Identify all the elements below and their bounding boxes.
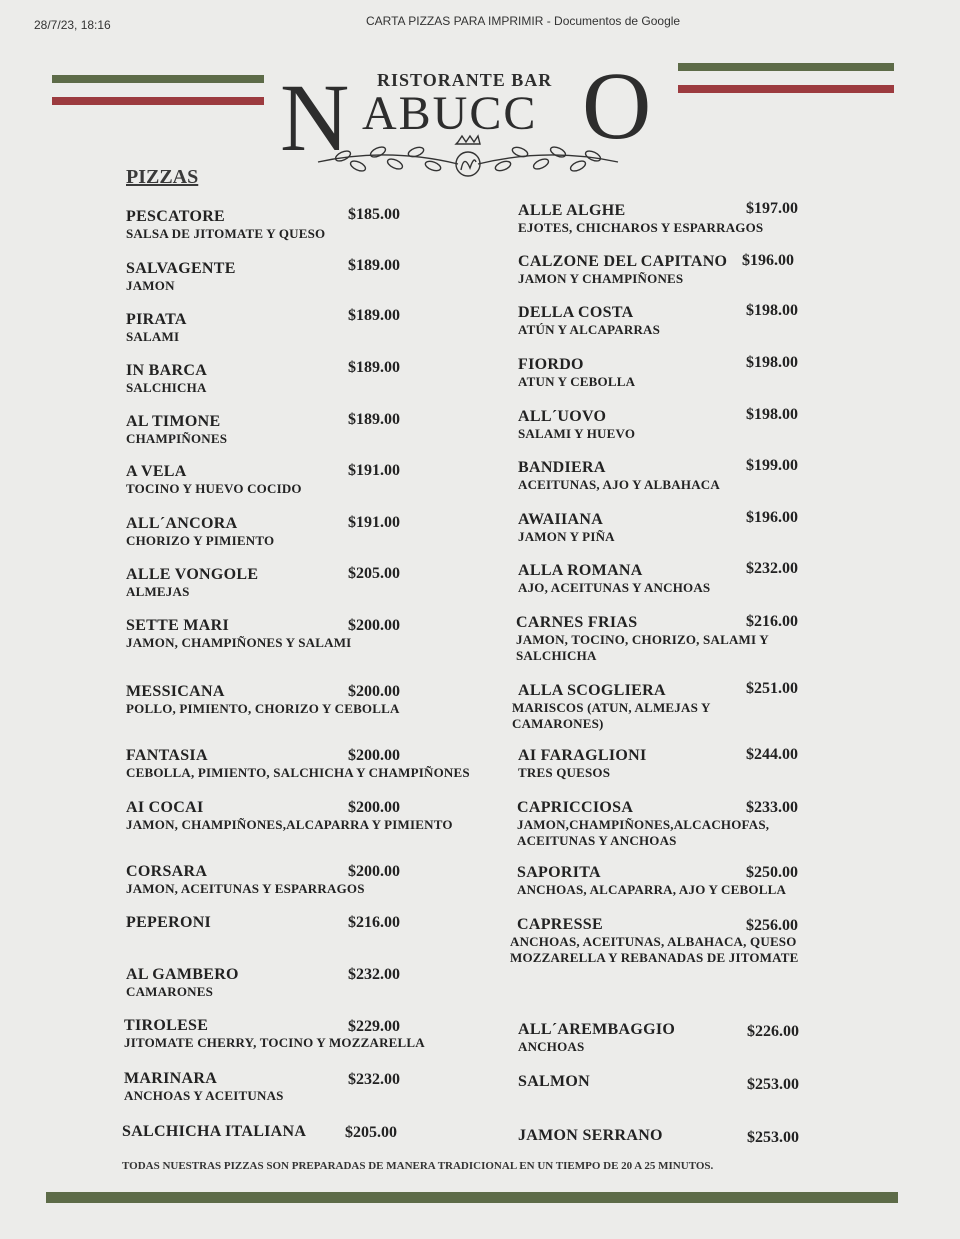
menu-item bbox=[512, 682, 752, 732]
menu-item bbox=[126, 362, 207, 396]
menu-item-name: PIRATA bbox=[126, 311, 187, 328]
menu-item-name: A VELA bbox=[126, 463, 187, 480]
menu-item-price: $198.00 bbox=[746, 302, 798, 319]
menu-item bbox=[126, 515, 274, 549]
laurel-crown-icon bbox=[298, 132, 638, 192]
menu-item-desc: ATÚN Y ALCAPARRAS bbox=[518, 322, 661, 337]
menu-item bbox=[126, 566, 258, 600]
menu-item-price: $229.00 bbox=[348, 1018, 400, 1035]
menu-item-name: AL GAMBERO bbox=[126, 966, 239, 983]
menu-item-price: $253.00 bbox=[747, 1076, 799, 1093]
menu-item-desc: ATUN Y CEBOLLA bbox=[518, 374, 636, 389]
logo-middle-letters: ABUCC bbox=[362, 87, 538, 140]
menu-item bbox=[126, 260, 236, 294]
menu-item-name: MARINARA bbox=[124, 1070, 218, 1087]
stripe-top-right-green bbox=[678, 63, 894, 71]
menu-item-price: $191.00 bbox=[348, 462, 400, 479]
menu-item-price: $197.00 bbox=[746, 200, 798, 217]
menu-item bbox=[516, 614, 776, 664]
menu-item-price: $191.00 bbox=[348, 514, 400, 531]
menu-item-desc: TRES QUESOS bbox=[518, 765, 611, 780]
menu-item-desc: JAMON Y PIÑA bbox=[518, 529, 615, 544]
menu-item-desc: ACEITUNAS, AJO Y ALBAHACA bbox=[518, 477, 720, 492]
menu-item-desc: SALCHICHA bbox=[126, 380, 207, 395]
stripe-top-right-red bbox=[678, 85, 894, 93]
logo-letter-n: N bbox=[280, 64, 350, 171]
menu-item-name: ALL´AREMBAGGIO bbox=[518, 1021, 676, 1038]
stripe-bottom-green bbox=[46, 1192, 898, 1203]
menu-item bbox=[518, 1127, 663, 1145]
menu-item bbox=[518, 562, 710, 596]
menu-item-price: $205.00 bbox=[345, 1124, 397, 1141]
menu-item bbox=[518, 1021, 675, 1055]
menu-item-name: SAPORITA bbox=[517, 864, 601, 881]
print-date: 28/7/23, 18:16 bbox=[34, 18, 111, 32]
menu-item-desc: MARISCOS (ATUN, ALMEJAS Y CAMARONES) bbox=[512, 700, 711, 731]
menu-item-name: SETTE MARI bbox=[126, 617, 230, 634]
menu-item-desc: CAMARONES bbox=[126, 984, 214, 999]
logo-subtitle: RISTORANTE BAR bbox=[377, 70, 553, 90]
menu-item-desc: CHAMPIÑONES bbox=[126, 431, 228, 446]
menu-item-price: $233.00 bbox=[746, 799, 798, 816]
menu-item-desc: EJOTES, CHICHAROS Y ESPARRAGOS bbox=[518, 220, 764, 235]
menu-item-price: $232.00 bbox=[348, 966, 400, 983]
section-title-pizzas: PIZZAS bbox=[126, 166, 199, 188]
menu-item-desc: ALMEJAS bbox=[126, 584, 190, 599]
menu-item-price: $216.00 bbox=[348, 914, 400, 931]
menu-item-price: $189.00 bbox=[348, 359, 400, 376]
menu-item-price: $205.00 bbox=[348, 565, 400, 582]
menu-item-desc: JITOMATE CHERRY, TOCINO Y MOZZARELLA bbox=[124, 1035, 425, 1050]
menu-item bbox=[126, 747, 470, 781]
menu-item-desc: JAMON, TOCINO, CHORIZO, SALAMI Y SALCHICHA bbox=[516, 632, 769, 663]
menu-item-desc: CEBOLLA, PIMIENTO, SALCHICHA Y CHAMPIÑONES bbox=[126, 765, 470, 780]
menu-item-name: CAPRICCIOSA bbox=[517, 799, 634, 816]
menu-item bbox=[126, 617, 351, 651]
menu-item-name: FIORDO bbox=[518, 356, 584, 373]
menu-item-desc: JAMON, ACEITUNAS Y ESPARRAGOS bbox=[126, 881, 365, 896]
menu-item-name: IN BARCA bbox=[126, 362, 208, 379]
menu-item-name: FANTASIA bbox=[126, 747, 208, 764]
menu-item-name: MESSICANA bbox=[126, 683, 225, 700]
menu-item-desc: SALSA DE JITOMATE Y QUESO bbox=[126, 226, 326, 241]
menu-item-name: ALL´UOVO bbox=[518, 408, 607, 425]
menu-item bbox=[518, 511, 615, 545]
menu-item-desc: TOCINO Y HUEVO COCIDO bbox=[126, 481, 302, 496]
menu-item bbox=[126, 311, 187, 345]
menu-item-desc: JAMON bbox=[126, 278, 175, 293]
menu-item-price: $244.00 bbox=[746, 746, 798, 763]
menu-item-name: PEPERONI bbox=[126, 914, 212, 931]
menu-item-name: PESCATORE bbox=[126, 208, 226, 225]
menu-item bbox=[126, 914, 211, 932]
menu-item-name: ALLE VONGOLE bbox=[126, 566, 259, 583]
menu-item-name: AI COCAI bbox=[126, 799, 204, 816]
menu-item-price: $200.00 bbox=[348, 863, 400, 880]
menu-item-price: $196.00 bbox=[746, 509, 798, 526]
menu-item-desc: ANCHOAS bbox=[518, 1039, 585, 1054]
menu-item-price: $185.00 bbox=[348, 206, 400, 223]
menu-item-price: $198.00 bbox=[746, 354, 798, 371]
menu-item bbox=[518, 1073, 590, 1091]
menu-item-name: CALZONE DEL CAPITANO bbox=[518, 253, 728, 270]
menu-item-name: ALL´ANCORA bbox=[126, 515, 238, 532]
menu-item-price: $251.00 bbox=[746, 680, 798, 697]
menu-item bbox=[518, 356, 635, 390]
menu-item bbox=[518, 202, 763, 236]
menu-item bbox=[126, 863, 365, 897]
menu-item-name: CARNES FRIAS bbox=[516, 614, 638, 631]
logo-letter-o: O bbox=[582, 52, 652, 159]
menu-item-desc: JAMON, CHAMPIÑONES Y SALAMI bbox=[126, 635, 352, 650]
stripe-top-left-green bbox=[52, 75, 264, 83]
menu-item bbox=[518, 747, 647, 781]
document-title: CARTA PIZZAS PARA IMPRIMIR - Documentos de Google bbox=[366, 14, 681, 28]
menu-item-name: JAMON SERRANO bbox=[518, 1127, 663, 1144]
preparation-note: TODAS NUESTRAS PIZZAS SON PREPARADAS DE MANERA TRADICIONAL EN UN TIEMPO DE 20 A 25 MINUTOS. bbox=[122, 1160, 714, 1172]
menu-item-name: SALVAGENTE bbox=[126, 260, 236, 277]
menu-item-price: $226.00 bbox=[747, 1023, 799, 1040]
menu-item-desc: JAMON,CHAMPIÑONES,ALCACHOFAS, ACEITUNAS Y ANCHOAS bbox=[517, 817, 770, 848]
menu-item-desc: JAMON Y CHAMPIÑONES bbox=[518, 271, 684, 286]
menu-item-price: $253.00 bbox=[747, 1129, 799, 1146]
menu-item-price: $196.00 bbox=[742, 252, 794, 269]
menu-item-name: BANDIERA bbox=[518, 459, 606, 476]
restaurant-logo bbox=[280, 52, 660, 197]
menu-item-price: $232.00 bbox=[746, 560, 798, 577]
menu-item-name: AWAIIANA bbox=[518, 511, 604, 528]
menu-item-desc: AJO, ACEITUNAS Y ANCHOAS bbox=[518, 580, 711, 595]
menu-item-price: $189.00 bbox=[348, 411, 400, 428]
menu-item-price: $250.00 bbox=[746, 864, 798, 881]
menu-item-price: $200.00 bbox=[348, 617, 400, 634]
menu-item-desc: ANCHOAS, ACEITUNAS, ALBAHACA, QUESO MOZZARELLA Y REBANADAS DE JITOMATE bbox=[510, 934, 799, 965]
menu-item-name: ALLA SCOGLIERA bbox=[518, 682, 666, 699]
menu-item-name: AL TIMONE bbox=[126, 413, 221, 430]
menu-item-price: $198.00 bbox=[746, 406, 798, 423]
menu-item-price: $200.00 bbox=[348, 747, 400, 764]
menu-item-desc: JAMON, CHAMPIÑONES,ALCAPARRA Y PIMIENTO bbox=[126, 817, 453, 832]
menu-item bbox=[126, 413, 227, 447]
menu-item-price: $199.00 bbox=[746, 457, 798, 474]
menu-item-desc: ANCHOAS, ALCAPARRA, AJO Y CEBOLLA bbox=[517, 882, 787, 897]
menu-item-price: $256.00 bbox=[746, 917, 798, 934]
menu-item-desc: ANCHOAS Y ACEITUNAS bbox=[124, 1088, 284, 1103]
menu-item-desc: POLLO, PIMIENTO, CHORIZO Y CEBOLLA bbox=[126, 701, 400, 716]
menu-item-price: $216.00 bbox=[746, 613, 798, 630]
menu-item-name: CORSARA bbox=[126, 863, 208, 880]
menu-item-name: TIROLESE bbox=[124, 1017, 209, 1034]
menu-item-price: $232.00 bbox=[348, 1071, 400, 1088]
menu-item-name: SALMON bbox=[518, 1073, 591, 1090]
menu-item bbox=[126, 463, 302, 497]
menu-item bbox=[124, 1070, 284, 1104]
menu-item-name: ALLA ROMANA bbox=[518, 562, 643, 579]
menu-item-name: CAPRESSE bbox=[517, 916, 603, 933]
menu-item-desc: SALAMI Y HUEVO bbox=[518, 426, 636, 441]
menu-item-price: $189.00 bbox=[348, 257, 400, 274]
menu-item bbox=[126, 966, 239, 1000]
menu-item-desc: CHORIZO Y PIMIENTO bbox=[126, 533, 275, 548]
menu-item bbox=[518, 459, 720, 493]
menu-item bbox=[126, 208, 325, 242]
menu-item-price: $200.00 bbox=[348, 799, 400, 816]
menu-item-name: DELLA COSTA bbox=[518, 304, 634, 321]
menu-item-price: $189.00 bbox=[348, 307, 400, 324]
menu-item-desc: SALAMI bbox=[126, 329, 180, 344]
menu-item-name: ALLE ALGHE bbox=[518, 202, 626, 219]
menu-item-name: AI FARAGLIONI bbox=[518, 747, 647, 764]
stripe-top-left-red bbox=[52, 97, 264, 105]
menu-item bbox=[518, 253, 727, 287]
menu-item bbox=[518, 408, 635, 442]
menu-item-name: SALCHICHA ITALIANA bbox=[122, 1123, 307, 1140]
menu-item bbox=[122, 1123, 306, 1141]
menu-item-price: $200.00 bbox=[348, 683, 400, 700]
menu-item bbox=[126, 799, 453, 833]
menu-item bbox=[518, 304, 660, 338]
